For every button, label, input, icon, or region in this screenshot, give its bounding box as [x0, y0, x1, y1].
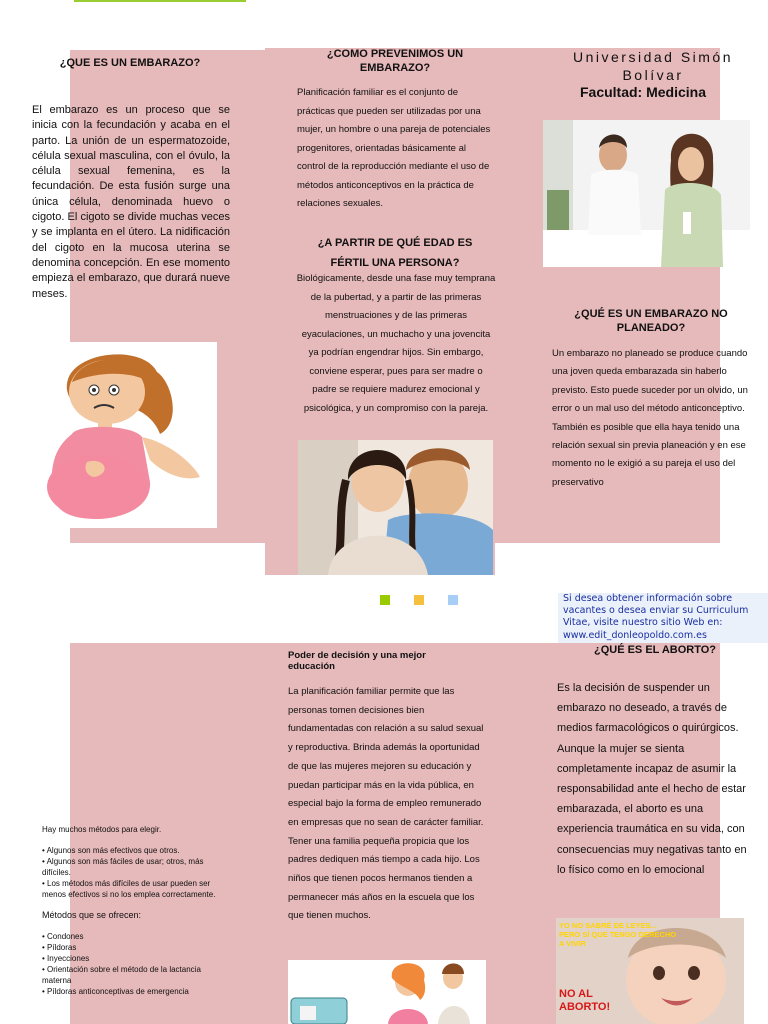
yellow-square [414, 595, 424, 605]
panel2-body: Planificación familiar es el conjunto de prácticas que pueden ser utilizadas por una mujer, un hombre o una pareja de potenciales progenitores, orientadas básicamente al control de la reproducción mediante el uso de métodos anticonceptivos en la práctica de relaciones sexuales. [297, 87, 491, 209]
contact-box [558, 593, 768, 643]
method-item: • Condones [42, 932, 84, 941]
teen-couple-photo [298, 440, 493, 575]
panel3-title: ¿QUÉ ES UN EMBARAZO NO PLANEADO? [574, 308, 728, 334]
university-name: Universidad Simón Bolívar [573, 49, 733, 83]
pregnant-cartoon-image [32, 342, 217, 528]
panel2-title: ¿COMO PREVENIMOS UN EMBARAZO? [326, 48, 464, 74]
panel2-body2: Biológicamente, desde una fase muy temprana de la pubertad, y a partir de las primeras menstruaciones y de las primeras eyaculaciones, un muchacho y una jovencita ya podrían engendrar hijos. Sin embargo, conviene esperar, pues para ser madre o padre se requiere madurez emocional y psicológica, y un compromiso con la pareja. [296, 273, 496, 414]
poster-bottom-text: NO AL ABORTO! [559, 988, 611, 1013]
top-accent-line [74, 0, 246, 2]
method-item: • Orientación sobre el método de la lactancia materna [42, 965, 201, 985]
panel5-title: Poder de decisión y una mejor educación [288, 650, 426, 672]
panel3-body: Un embarazo no planeado se produce cuando una joven queda embarazada sin haberlo previsto. Esto puede suceder por un olvido, un error o un mal uso del método anticonceptivo. También es posible que ella haya tenido una relación sexual sin previa planeación y en ese momento no le exigió a su pareja el uso del preservativo [552, 348, 748, 488]
panel5-body: La planificación familiar permite que las personas tomen decisiones bien fundamentadas con relación a su salud sexual y reproductiva. Brinda además la oportunidad de que las mujeres mejoren su educación y puedan participar más en la vida pública, en especial bajo la forma de empleo remunerado en empresas que no sean de carácter familiar. Tener una familia pequeña propicia que los padres dediquen más tiempo a cada hijo. Los niños que tienen pocos hermanos tienden a permanecer más años en la escuela que los que tienen muchos. [288, 686, 484, 922]
bullet-item: • Algunos son más fáciles de usar; otros, más difíciles. [42, 857, 204, 877]
baby-poster-image [556, 918, 744, 1024]
method-item: • Píldoras [42, 943, 77, 952]
panel6-body: Es la decisión de suspender un embarazo no deseado, a través de medios farmacológicos o quirúrgicos. Aunque la mujer se sienta completamente incapaz de asumir la responsabilidad ante el hecho de estar embarazada, el aborto es una experiencia traumática en su vida, con consecuencias muy negativas tanto en lo físico como en lo emocional [557, 682, 747, 876]
methods-offered-list [42, 931, 232, 997]
bullet-item: • Los métodos más difíciles de usar pueden ser menos efectivos si no los emplea correctamente. [42, 879, 216, 899]
worried-couple-photo [543, 120, 750, 267]
methods-offered-title: Métodos que se ofrecen: [42, 910, 142, 920]
methods-bullets [42, 845, 232, 900]
panel6-title: ¿QUÉ ES EL ABORTO? [593, 644, 717, 656]
bullet-item: • Algunos son más efectivos que otros. [42, 846, 180, 855]
green-square [380, 595, 390, 605]
poster-top-text: YO NO SABRÉ DE LEYES... PERO SÍ QUE TENGO DERECHO A VIVIR [559, 921, 677, 948]
method-item: • Píldoras anticonceptivas de emergencia [42, 987, 189, 996]
girls-cartoon-image [288, 960, 486, 1024]
faculty-name: Facultad: Medicina [579, 84, 707, 100]
blue-square [448, 595, 458, 605]
panel2-title2: ¿A PARTIR DE QUÉ EDAD ES FÉRTIL UNA PERSONA? [317, 237, 473, 269]
panel1-body: El embarazo es un proceso que se inicia con la fecundación y acaba en el parto. La unión de un espermatozoide, célula sexual masculina, con el óvulo, la célula sexual femenina, es la fecundación. De esta fusión surge una única célula, denominada huevo o cigoto. El cigoto se divide muchas veces y se implanta en el útero. La nidificación del cigoto en la mucosa uterina se denomina concepción. En ese momento empieza el embarazo, que durará nueve meses. [32, 104, 230, 300]
methods-block [42, 824, 232, 997]
method-item: • Inyecciones [42, 954, 90, 963]
panel1-title: ¿QUE ES UN EMBARAZO? [59, 57, 201, 69]
methods-intro: Hay muchos métodos para elegir. [42, 825, 162, 834]
contact-text: Si desea obtener información sobre vacantes o desea enviar su Curriculum Vitae, visite nuestro sitio Web en: www.edit_donleopoldo.com.es [563, 593, 749, 641]
